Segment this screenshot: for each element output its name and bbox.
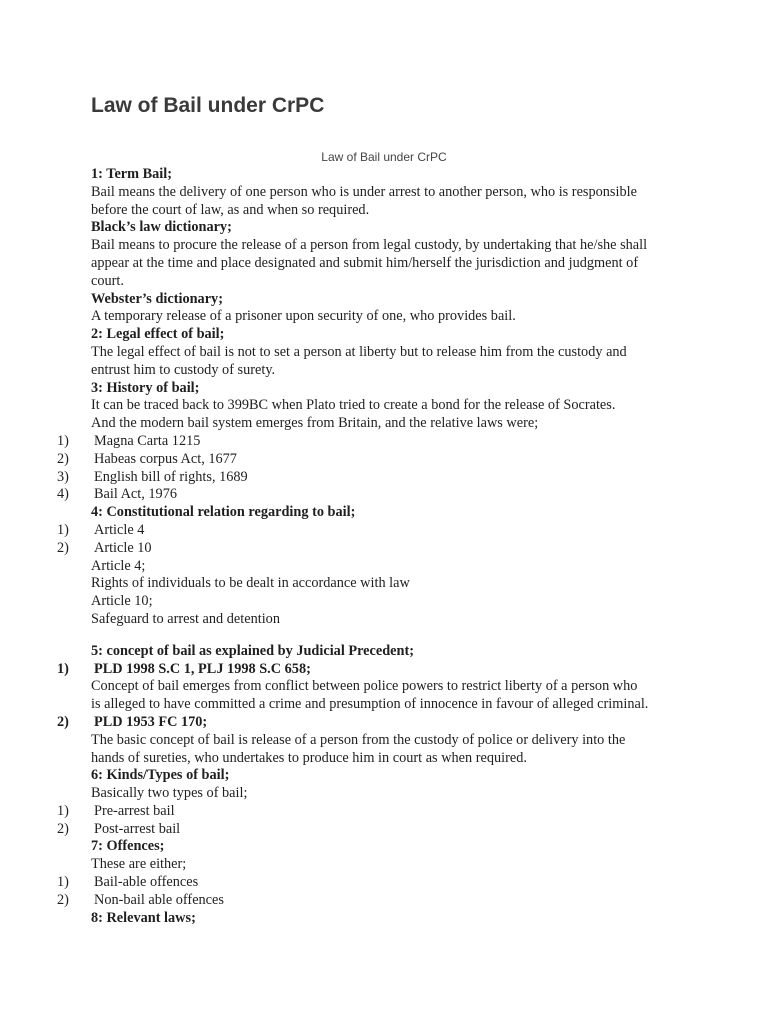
paragraph-line: And the modern bail system emerges from Britain, and the relative laws were; — [91, 415, 539, 432]
list-item-text: PLD 1953 FC 170; — [94, 713, 208, 730]
list-item-text: Article 4 — [94, 521, 145, 538]
list-item — [0, 803, 768, 821]
section-heading: 3: History of bail; — [91, 379, 200, 396]
paragraph-line: These are either; — [91, 856, 187, 873]
list-item — [0, 892, 768, 910]
section-heading: 1: Term Bail; — [91, 166, 173, 182]
list-number: 1) — [57, 802, 69, 819]
list-item-text: PLD 1998 S.C 1, PLJ 1998 S.C 658; — [94, 660, 311, 677]
list-item — [0, 874, 768, 892]
paragraph-line: court. — [91, 272, 124, 289]
list-item-text: Pre-arrest bail — [94, 802, 175, 819]
paragraph-line: entrust him to custody of surety. — [91, 361, 276, 378]
paragraph-line: Bail means to procure the release of a person from legal custody, by undertaking that he/she shall — [91, 237, 648, 254]
paragraph-line: Concept of bail emerges from conflict between police powers to restrict liberty of a person who — [91, 678, 638, 695]
paragraph-line: Basically two types of bail; — [91, 785, 248, 802]
list-item-text: Magna Carta 1215 — [94, 432, 201, 449]
case-citation — [0, 714, 768, 732]
list-item-text: Habeas corpus Act, 1677 — [94, 450, 237, 467]
list-number: 2) — [57, 713, 69, 730]
list-item — [0, 433, 768, 451]
paragraph-line: The legal effect of bail is not to set a person at liberty but to release him from the custody and — [91, 343, 627, 360]
document-subtitle: Law of Bail under CrPC — [321, 150, 447, 164]
paragraph-line: Article 10; — [91, 593, 153, 610]
list-number: 1) — [57, 521, 69, 538]
section-heading: 2: Legal effect of bail; — [91, 326, 225, 343]
section-heading: 8: Relevant laws; — [91, 909, 196, 926]
paragraph-line: hands of sureties, who undertakes to produce him in court as when required. — [91, 749, 527, 766]
section-heading: 5: concept of bail as explained by Judicial Precedent; — [91, 642, 414, 659]
paragraph-line: Rights of individuals to be dealt in accordance with law — [91, 575, 410, 592]
paragraph-line: is alleged to have committed a crime and presumption of innocence in favour of alleged criminal. — [91, 696, 649, 713]
list-item-text: Bail-able offences — [94, 874, 199, 891]
list-number: 2) — [57, 450, 69, 467]
section-heading: 4: Constitutional relation regarding to bail; — [91, 504, 356, 521]
section-heading: Black’s law dictionary; — [91, 219, 232, 236]
section-heading: 7: Offences; — [91, 838, 165, 855]
list-number: 2) — [57, 891, 69, 908]
paragraph-line: It can be traced back to 399BC when Plato tried to create a bond for the release of Socrates. — [91, 397, 616, 414]
paragraph-line: appear at the time and place designated and submit him/herself the jurisdiction and judgment of — [91, 254, 639, 271]
section-heading: 6: Kinds/Types of bail; — [91, 767, 230, 784]
list-number: 2) — [57, 539, 69, 556]
list-number: 1) — [57, 874, 69, 891]
list-number: 3) — [57, 468, 69, 485]
list-number: 1) — [57, 660, 69, 677]
paragraph-line: A temporary release of a prisoner upon security of one, who provides bail. — [91, 308, 516, 325]
paragraph-line: Article 4; — [91, 557, 146, 574]
list-item — [0, 451, 768, 469]
list-item — [0, 522, 768, 540]
section-heading: Webster’s dictionary; — [91, 290, 223, 307]
list-item-text: Article 10 — [94, 539, 152, 556]
paragraph-line: The basic concept of bail is release of a person from the custody of police or delivery into the — [91, 731, 626, 748]
page-title: Law of Bail under CrPC — [91, 94, 325, 117]
list-item — [0, 821, 768, 839]
spacer — [0, 629, 768, 643]
list-item-text: Post-arrest bail — [94, 820, 181, 837]
document-body — [0, 166, 768, 927]
list-item — [0, 486, 768, 504]
paragraph-line: Safeguard to arrest and detention — [91, 610, 280, 627]
list-item-text: Non-bail able offences — [94, 891, 224, 908]
list-item — [0, 540, 768, 558]
case-citation — [0, 661, 768, 679]
list-item-text: English bill of rights, 1689 — [94, 468, 248, 485]
paragraph-line: Bail means the delivery of one person who is under arrest to another person, who is responsible — [91, 183, 637, 200]
paragraph-line: before the court of law, as and when so required. — [91, 201, 370, 218]
list-number: 4) — [57, 486, 69, 503]
list-item — [0, 469, 768, 487]
list-number: 2) — [57, 820, 69, 837]
list-item-text: Bail Act, 1976 — [94, 486, 177, 503]
list-number: 1) — [57, 432, 69, 449]
